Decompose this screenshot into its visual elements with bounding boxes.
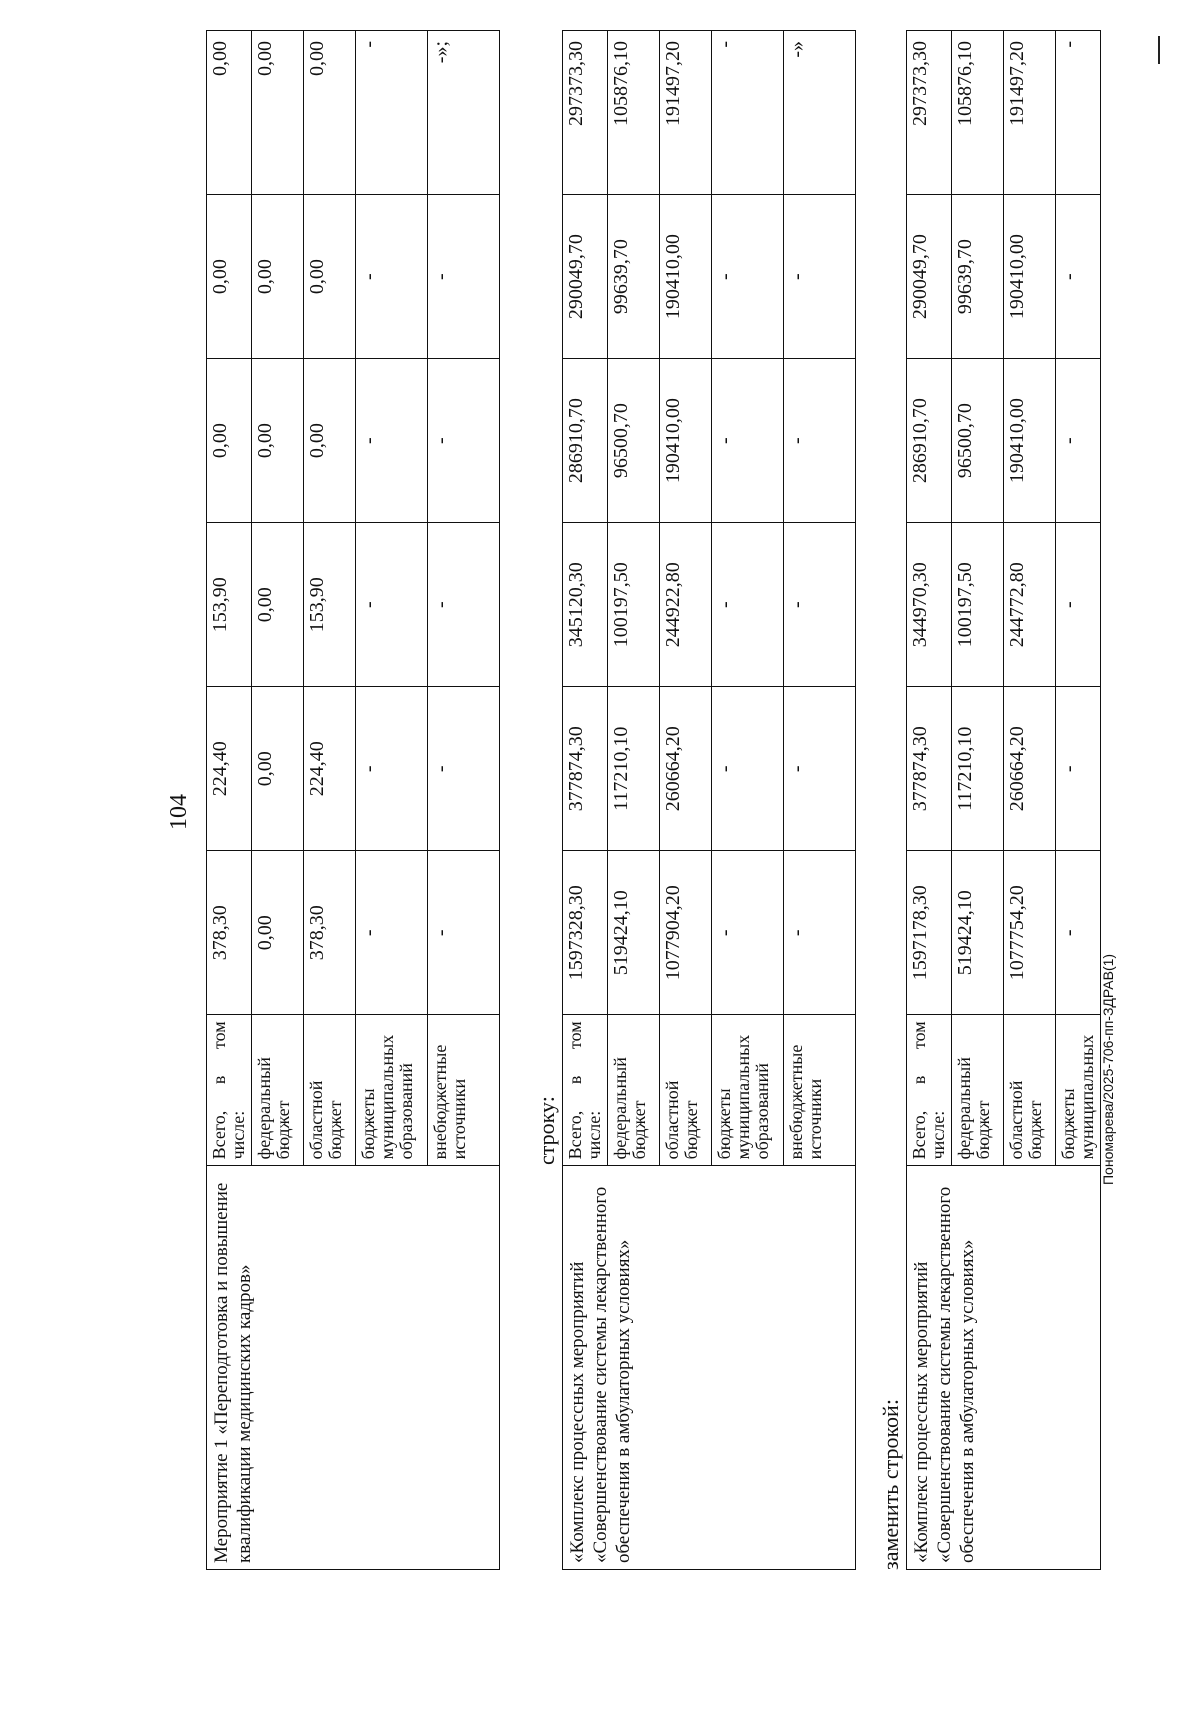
amount-cell: - [712, 851, 784, 1015]
funding-source [1004, 1015, 1056, 1166]
financing-table-new-row [906, 30, 1101, 1570]
amount-cell: 153,90 [304, 523, 356, 687]
amount-cell: 377874,30 [563, 687, 608, 851]
funding-source-label: Всего, в том числе: [209, 1021, 248, 1160]
amount-cell: - [356, 687, 428, 851]
amount-cell: 191497,20 [660, 31, 712, 195]
amount-cell: - [784, 687, 856, 851]
amount-cell: 99639,70 [952, 195, 1004, 359]
amount-cell: - [1056, 31, 1101, 195]
funding-source-label: бюджеты муниципальных [1058, 1034, 1097, 1160]
amount-cell: - [428, 851, 500, 1015]
amount-cell: 344970,30 [907, 523, 952, 687]
funding-source [608, 1015, 660, 1166]
footer-document-code: Пономарева/2025-706-пп-ЗДРАВ(1) [1100, 953, 1116, 1185]
amount-cell: - [1056, 359, 1101, 523]
amount-cell: - [712, 195, 784, 359]
financing-table-activity-1 [206, 30, 500, 1570]
amount-cell: 0,00 [304, 195, 356, 359]
activity-name: «Комплекс процессных мероприятий «Совершенствование системы лекарственного обеспечения в амбулаторных условиях» [907, 1166, 1101, 1570]
amount-cell: - [712, 687, 784, 851]
funding-source-label: бюджеты муниципальных образований [358, 1034, 416, 1160]
amount-cell: - [784, 523, 856, 687]
amount-cell: 0,00 [252, 359, 304, 523]
amount-cell: 117210,10 [952, 687, 1004, 851]
amount-cell: 190410,00 [660, 195, 712, 359]
amount-cell: - [356, 195, 428, 359]
funding-source-label: бюджеты муниципальных образований [714, 1034, 772, 1160]
amount-cell: 519424,10 [952, 851, 1004, 1015]
amount-cell: - [428, 523, 500, 687]
amount-cell: 224,40 [207, 687, 252, 851]
label-stroku: строку: [534, 1096, 559, 1165]
amount-cell: 190410,00 [1004, 359, 1056, 523]
amount-cell: 290049,70 [563, 195, 608, 359]
funding-source-label: областной бюджет [1006, 1080, 1045, 1160]
amount-cell: - [356, 31, 428, 195]
amount-cell: - [428, 195, 500, 359]
amount-cell: 190410,00 [1004, 195, 1056, 359]
amount-cell: - [1056, 195, 1101, 359]
amount-cell: 378,30 [207, 851, 252, 1015]
table-row [907, 31, 952, 1570]
amount-cell: - [356, 851, 428, 1015]
funding-source [252, 1015, 304, 1166]
amount-cell: 224,40 [304, 687, 356, 851]
amount-cell: 0,00 [207, 195, 252, 359]
amount-cell: 260664,20 [660, 687, 712, 851]
amount-cell: - [1056, 687, 1101, 851]
label-zamenit: заменить строкой: [878, 1399, 903, 1570]
amount-cell: 0,00 [207, 359, 252, 523]
amount-cell: - [1056, 523, 1101, 687]
amount-cell: 519424,10 [608, 851, 660, 1015]
amount-cell: 297373,30 [907, 31, 952, 195]
financing-table-old-row [562, 30, 856, 1570]
amount-cell: - [712, 359, 784, 523]
funding-source [428, 1015, 500, 1166]
funding-source [712, 1015, 784, 1166]
funding-source-label: федеральный бюджет [610, 1057, 649, 1160]
amount-cell: 0,00 [252, 687, 304, 851]
amount-cell: 96500,70 [608, 359, 660, 523]
amount-cell: 286910,70 [907, 359, 952, 523]
amount-cell: - [1056, 851, 1101, 1015]
amount-cell: 0,00 [252, 523, 304, 687]
amount-cell: - [428, 359, 500, 523]
amount-cell: 0,00 [252, 851, 304, 1015]
amount-cell: 244772,80 [1004, 523, 1056, 687]
amount-cell: 244922,80 [660, 523, 712, 687]
amount-cell: - [712, 31, 784, 195]
amount-cell: 1077904,20 [660, 851, 712, 1015]
amount-cell: 99639,70 [608, 195, 660, 359]
scan-edge-mark [1158, 36, 1160, 64]
funding-source [356, 1015, 428, 1166]
amount-cell: 1597178,30 [907, 851, 952, 1015]
amount-cell: 191497,20 [1004, 31, 1056, 195]
amount-cell: 345120,30 [563, 523, 608, 687]
amount-cell: 96500,70 [952, 359, 1004, 523]
amount-cell: 0,00 [304, 31, 356, 195]
funding-source [952, 1015, 1004, 1166]
funding-source [1056, 1015, 1101, 1166]
amount-cell: - [784, 359, 856, 523]
funding-source [907, 1015, 952, 1166]
amount-cell: - [356, 359, 428, 523]
amount-cell: 1597328,30 [563, 851, 608, 1015]
funding-source-label: Всего, в том числе: [909, 1021, 948, 1160]
amount-cell: 1077754,20 [1004, 851, 1056, 1015]
activity-name: «Комплекс процессных мероприятий «Совершенствование системы лекарственного обеспечения в амбулаторных условиях» [563, 1166, 856, 1570]
funding-source-label: федеральный бюджет [254, 1057, 293, 1160]
amount-cell: - [784, 851, 856, 1015]
page-number: 104 [166, 794, 192, 830]
funding-source-label: внебюджетные источники [430, 1044, 469, 1160]
amount-cell: 286910,70 [563, 359, 608, 523]
amount-cell: 117210,10 [608, 687, 660, 851]
activity-name: Мероприятие 1 «Переподготовка и повышение квалификации медицинских кадров» [207, 1166, 500, 1570]
amount-cell: 100197,50 [952, 523, 1004, 687]
funding-source-label: областной бюджет [662, 1080, 701, 1160]
amount-cell: 378,30 [304, 851, 356, 1015]
amount-cell: 0,00 [207, 31, 252, 195]
amount-cell: 105876,10 [952, 31, 1004, 195]
amount-cell: 260664,20 [1004, 687, 1056, 851]
amount-cell: -» [784, 31, 856, 195]
amount-cell: 190410,00 [660, 359, 712, 523]
funding-source [563, 1015, 608, 1166]
funding-source-label: Всего, в том числе: [565, 1021, 604, 1160]
funding-source-label: федеральный бюджет [954, 1057, 993, 1160]
amount-cell: - [428, 687, 500, 851]
amount-cell: -»; [428, 31, 500, 195]
amount-cell: 377874,30 [907, 687, 952, 851]
amount-cell: 100197,50 [608, 523, 660, 687]
funding-source [207, 1015, 252, 1166]
amount-cell: 297373,30 [563, 31, 608, 195]
amount-cell: - [356, 523, 428, 687]
funding-source [784, 1015, 856, 1166]
funding-source [304, 1015, 356, 1166]
amount-cell: 0,00 [252, 31, 304, 195]
rotated-document [150, 30, 1190, 1570]
amount-cell: - [712, 523, 784, 687]
table-row [563, 31, 608, 1570]
amount-cell: 153,90 [207, 523, 252, 687]
funding-source-label: внебюджетные источники [786, 1044, 825, 1160]
amount-cell: 0,00 [252, 195, 304, 359]
table-row [207, 31, 252, 1570]
amount-cell: - [784, 195, 856, 359]
amount-cell: 290049,70 [907, 195, 952, 359]
funding-source [660, 1015, 712, 1166]
funding-source-label: областной бюджет [306, 1080, 345, 1160]
amount-cell: 0,00 [304, 359, 356, 523]
amount-cell: 105876,10 [608, 31, 660, 195]
